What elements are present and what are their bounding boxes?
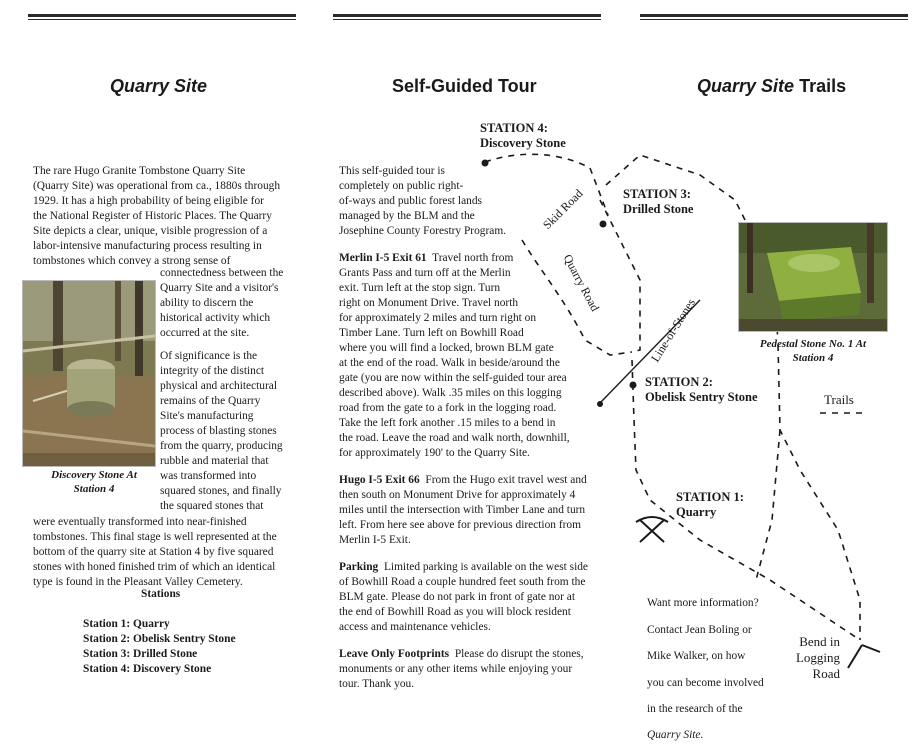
pedestal-stone-photo	[738, 222, 888, 332]
parking-line: access and maintenance vehicles.	[339, 621, 491, 633]
left-wrap-line: ability to discern the	[160, 297, 254, 309]
merlin-line: Merlin I-5 Exit 61 Travel north from	[339, 252, 514, 264]
station1-label: STATION 1: Quarry	[676, 490, 744, 519]
hugo-label: Hugo I-5 Exit 66	[339, 474, 420, 486]
parking-line: of Bowhill Road a couple hundred feet south from the	[339, 576, 586, 588]
left-intro-line: the National Register of Historic Places. The Quarry	[33, 210, 272, 222]
hugo-line: left. From here see above for previous direction from	[339, 519, 581, 531]
left-wrap-line: from the quarry, producing	[160, 440, 283, 452]
merlin-line: where you will find a locked, brown BLM gate	[339, 342, 554, 354]
left-wrap-line: rubble and material that	[160, 455, 269, 467]
left-wrap-line: process of blasting stones	[160, 425, 277, 437]
station3-marker	[600, 221, 607, 228]
left-tail-line: type is found in the Pleasant Valley Cemetery.	[33, 576, 243, 588]
station4-marker	[482, 160, 489, 167]
parking-line: the end of Bowhill Road as you will block resident	[339, 606, 571, 618]
parking-line: Parking Limited parking is available on the west side	[339, 561, 588, 573]
station2-marker	[630, 382, 637, 389]
bend-in-road-label: Bend in Logging Road	[795, 634, 840, 681]
left-tail-line: bottom of the quarry site at Station 4 by five squared	[33, 546, 274, 558]
merlin-line: for approximately 2 miles and turn right on	[339, 312, 537, 324]
footprints-line: monuments or any other items while enjoying your	[339, 663, 573, 675]
station2-label: STATION 2: Obelisk Sentry Stone	[645, 375, 758, 404]
left-wrap-line: physical and architectural	[160, 380, 278, 392]
left-heading: Quarry Site	[110, 76, 208, 96]
discovery-stone-caption: Discovery Stone At Station 4	[51, 469, 137, 495]
footprints-line: Leave Only Footprints Please do disrupt the stones,	[339, 648, 584, 660]
left-intro-line: tombstones which convey a strong sense of	[33, 255, 231, 267]
left-wrap-line: integrity of the distinct	[160, 365, 265, 377]
line-of-stones-label: Line-of-Stones	[648, 295, 699, 365]
middle-intro-line: completely on public right-	[339, 180, 464, 192]
left-wrap-line: Site's manufacturing	[160, 410, 254, 422]
merlin-line: Take the left fork another .15 miles to a bend in	[339, 417, 556, 429]
info-note	[647, 585, 787, 755]
left-intro-line: labor-intensive manufacturing process resulting in	[33, 240, 262, 252]
middle-intro-line: of-ways and public forest lands	[339, 195, 482, 207]
left-wrap-line: was transformed into	[160, 470, 257, 482]
left-wrap-line: historical activity which	[160, 312, 271, 324]
merlin-line: Timber Lane. Turn left on Bowhill Road	[339, 327, 524, 339]
merlin-line: described above). Walk .35 miles on this logging	[339, 387, 562, 399]
footprints-line: tour. Thank you.	[339, 678, 415, 690]
middle-intro-line: This self-guided tour is	[339, 165, 445, 177]
merlin-line: Grants Pass and turn off at the Merlin	[339, 267, 511, 279]
merlin-line: at the end of the road. Walk in beside/around the	[339, 357, 560, 369]
info-line: Contact Jean Boling or	[647, 623, 752, 636]
trail-east-branch	[778, 345, 860, 640]
trail-east-spur	[756, 430, 780, 580]
left-tail-line: were eventually transformed into near-finished	[33, 516, 247, 528]
footprints-label: Leave Only Footprints	[339, 648, 450, 660]
parking-label: Parking	[339, 561, 379, 573]
trails-legend-label: Trails	[824, 392, 854, 407]
trail-station4-to-station3	[485, 154, 608, 215]
left-wrap-line: connectedness between the	[160, 267, 284, 279]
left-wrap-line: remains of the Quarry	[160, 395, 261, 407]
station-list-item: Station 1: Quarry	[83, 618, 170, 630]
merlin-line: exit. Turn left at the stop sign. Turn	[339, 282, 501, 294]
merlin-line: for approximately 190' to the Quarry Site.	[339, 447, 530, 459]
left-intro-line: Site depicts a clear, unique, visible progression of a	[33, 225, 268, 237]
hugo-line: miles until the intersection with Timber Lane and turn	[339, 504, 586, 516]
skid-road-label: Skid Road	[540, 186, 586, 232]
left-wrap-line: Quarry Site and a visitor's	[160, 282, 279, 294]
station-list-item: Station 2: Obelisk Sentry Stone	[83, 633, 236, 645]
left-wrap-line: squared stones, and finally	[160, 485, 282, 497]
middle-intro-line: Josephine County Forestry Program.	[339, 225, 507, 237]
quarry-pick-icon	[636, 517, 668, 542]
left-wrap-line: occurred at the site.	[160, 327, 250, 339]
info-line: in the research of the	[647, 702, 743, 715]
trail-quarry-road	[522, 240, 632, 355]
merlin-line: the road. Leave the road and walk north, downhill,	[339, 432, 570, 444]
station4-label: STATION 4: Discovery Stone	[480, 121, 566, 150]
station-list-item: Station 4: Discovery Stone	[83, 663, 212, 675]
info-line: Quarry Site.	[647, 729, 704, 742]
left-wrap-line: the squared stones that	[160, 500, 264, 512]
hugo-line: then south on Monument Drive for approximately 4	[339, 489, 576, 501]
middle-heading: Self-Guided Tour	[392, 76, 537, 96]
line-of-stones-marker	[597, 401, 603, 407]
info-line: you can become involved	[647, 676, 764, 689]
hugo-line: Merlin I-5 Exit.	[339, 534, 411, 546]
parking-line: BLM gate. Please do not park in front of gate nor at	[339, 591, 575, 603]
right-heading: Quarry Site Trails	[697, 76, 847, 96]
left-wrap-line: Of significance is the	[160, 350, 258, 362]
left-intro-line: 1929. It has a high probability of being eligible for	[33, 195, 264, 207]
merlin-label: Merlin I-5 Exit 61	[339, 252, 427, 264]
left-intro-line: (Quarry Site) was operational from ca., 1880s through	[33, 180, 281, 192]
left-tail-line: stones with honed finished trim of which an identical	[33, 561, 276, 573]
merlin-line: right on Monument Drive. Travel north	[339, 297, 519, 309]
pedestal-stone-caption: Pedestal Stone No. 1 At Station 4	[759, 338, 867, 364]
info-line: Mike Walker, on how	[647, 650, 746, 663]
merlin-line: gate (you are now within the self-guided tour area	[339, 372, 567, 384]
left-tail-line: tombstones. This final stage is well represented at the	[33, 531, 277, 543]
info-line: Want more information?	[647, 597, 759, 610]
station-list-item: Station 3: Drilled Stone	[83, 648, 198, 660]
stations-title: Stations	[141, 588, 181, 600]
middle-intro-line: managed by the BLM and the	[339, 210, 475, 222]
merlin-line: road from the gate to a fork in the logging road.	[339, 402, 557, 414]
station3-label: STATION 3: Drilled Stone	[623, 187, 694, 216]
left-intro-line: The rare Hugo Granite Tombstone Quarry Site	[33, 165, 246, 177]
road-fork-icon	[848, 645, 880, 668]
quarry-road-label: Quarry Road	[560, 252, 603, 314]
hugo-line: Hugo I-5 Exit 66 From the Hugo exit travel west and	[339, 474, 587, 486]
